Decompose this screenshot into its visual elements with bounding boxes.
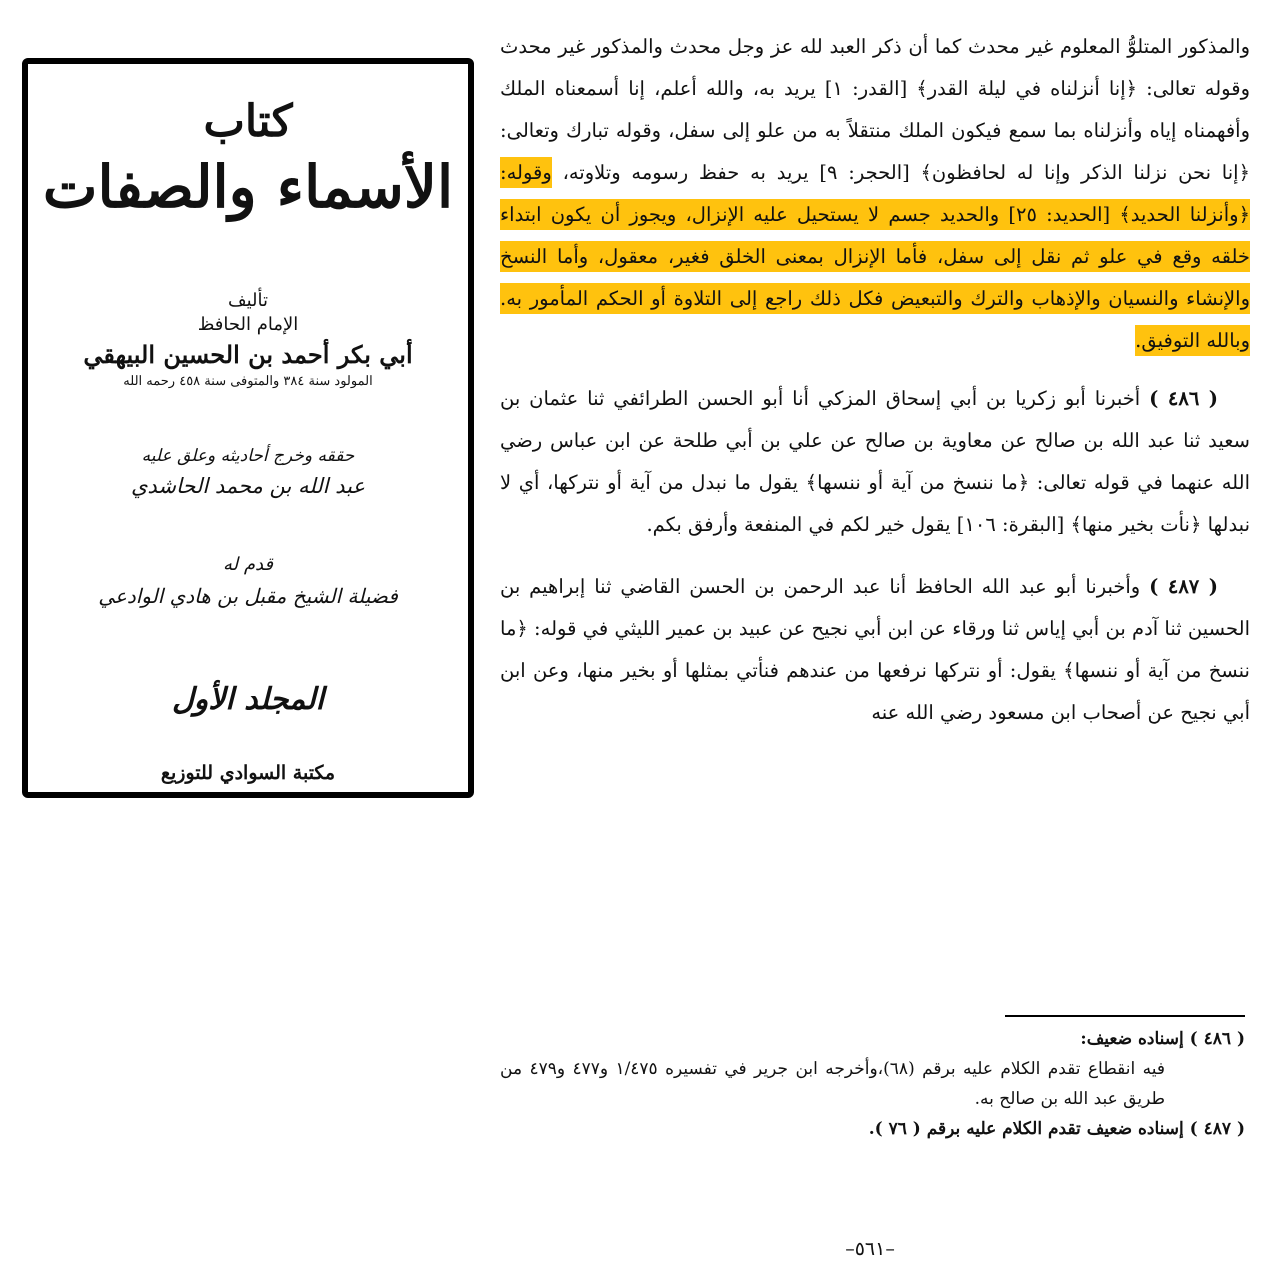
paragraph-1 <box>500 26 1250 362</box>
main-text <box>500 26 1250 734</box>
cover-volume: المجلد الأول <box>171 682 325 717</box>
hadith-text-487: وأخبرنا أبو عبد الله الحافظ أنا عبد الرحمن بن الحسن القاضي ثنا إبراهيم بن الحسين ثنا آدم بن أبي إياس ثنا ورقاء عن ابن أبي نجيح عن عبيد بن عمير الليثي في قوله: ﴿ما ننسخ من آية أو ننسها﴾ يقول: أو نتركها نرفعها من عندهم فنأتي بمثلها أو بخير منها، وعن ابن أبي نجيح عن أصحاب ابن مسعود رضي الله عنه <box>500 575 1250 724</box>
book-cover-image <box>22 58 474 798</box>
highlighted-passage: وقوله: ﴿وأنزلنا الحديد﴾ [الحديد: ٢٥] والحديد جسم لا يستحيل عليه الإنزال، ويجوز أن يكون ابتداء خلقه وقع في علو ثم نقل إلى سفل، فأما الإنزال بمعنى الخلق فغير، معقول، وأما النسخ والإنشاء والنسيان والإذهاب والترك والتبعيض فكل ذلك راجع إلى التلاوة أو الحكم المأمور به. وبالله التوفيق. <box>500 157 1250 356</box>
cover-introducer: فضيلة الشيخ مقبل بن هادي الوادعي <box>98 584 398 608</box>
cover-verified-label: حققه وخرج أحاديثه وعلق عليه <box>141 446 355 466</box>
page-number: –٥٦١– <box>845 1238 895 1260</box>
paragraph-487 <box>500 566 1250 734</box>
cover-title: الأسماء والصفات <box>42 153 454 221</box>
cover-publisher: مكتبة السوادي للتوزيع <box>160 762 336 784</box>
footnote-487: ( ٤٨٧ ) إسناده ضعيف تقدم الكلام عليه برقم ( ٧٦ ). <box>868 1119 1245 1139</box>
cover-editor: عبد الله بن محمد الحاشدي <box>130 474 366 498</box>
hadith-number-486: ( ٤٨٦ ) <box>1149 387 1219 410</box>
footnote-divider <box>1005 1015 1245 1017</box>
hadith-number-487: ( ٤٨٧ ) <box>1149 575 1218 598</box>
cover-author: أبي بكر أحمد بن الحسين البيهقي <box>83 340 413 369</box>
hadith-text-486: أخبرنا أبو زكريا بن أبي إسحاق المزكي أنا أبو الحسن الطرائفي ثنا عثمان بن سعيد ثنا عبد الله بن صالح عن معاوية بن صالح عن علي بن أبي طلحة عن ابن عباس رضي الله عنهما في قوله تعالى: ﴿ما ننسخ من آية أو ننسها﴾ يقول ما نبدل من آية أو نتركها، أي لا نبدلها ﴿نأت بخير منها﴾ [البقرة: ١٠٦] يقول خير لكم في المنفعة وأرفق بكم. <box>500 387 1250 536</box>
footnote-486-body: فيه انقطاع تقدم الكلام عليه برقم (٦٨)،وأخرجه ابن جرير في تفسيره ١/٤٧٥ و٤٧٧ و٤٧٩ من طريق عبد الله بن صالح به. <box>500 1059 1165 1109</box>
cover-intro-label: قدم له <box>222 554 274 575</box>
cover-dates: المولود سنة ٣٨٤ والمتوفى سنة ٤٥٨ رحمه الله <box>123 374 373 389</box>
cover-imam-label: الإمام الحافظ <box>197 314 299 335</box>
cover-kitab: كتاب <box>203 96 293 147</box>
footnote-486-heading: ( ٤٨٦ ) إسناده ضعيف: <box>1080 1029 1245 1049</box>
footnotes <box>500 1024 1245 1144</box>
paragraph-1-text: والمذكور المتلوُّ المعلوم غير محدث كما أن ذكر العبد لله عز وجل محدث والمذكور غير محدث وقوله تعالى: ﴿إنا أنزلناه في ليلة القدر﴾ [القدر: ١] يريد به، والله أعلم، إنا أسمعناه الملك وأفهمناه إياه وأنزلناه بما سمع فيكون الملك منتقلاً به من علو إلى سفل، وقوله تبارك وتعالى: ﴿إنا نحن نزلنا الذكر وإنا له لحافظون﴾ [الحجر: ٩] يريد به حفظ رسومه وتلاوته، <box>500 35 1251 184</box>
cover-by-label: تأليف <box>227 290 269 311</box>
paragraph-486 <box>500 378 1250 546</box>
